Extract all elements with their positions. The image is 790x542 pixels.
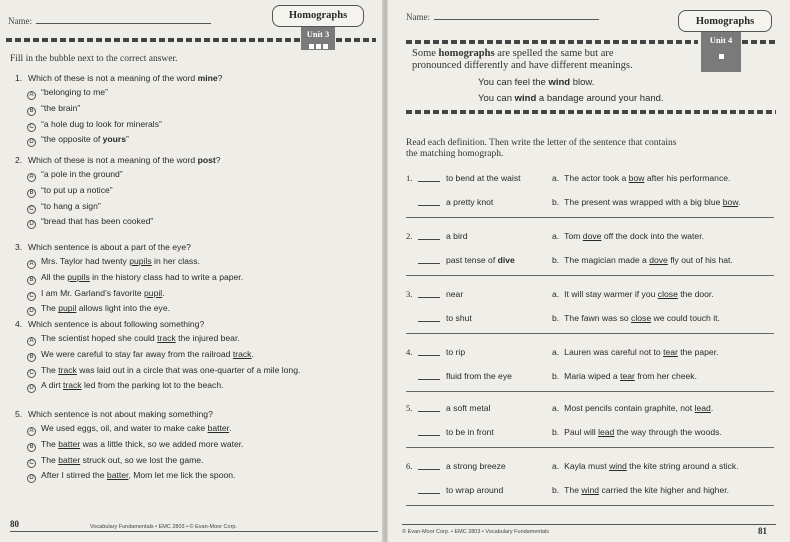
target-word: mine (197, 73, 218, 83)
underlined-word: dove (649, 255, 668, 265)
underlined-word: track (62, 380, 82, 391)
bold-word: yours (102, 134, 127, 145)
unit-title-tab (272, 5, 364, 27)
answer-blank[interactable] (418, 231, 440, 240)
answer-blank[interactable] (418, 173, 440, 182)
underlined-word: bow (722, 197, 739, 207)
dashed-rule (6, 38, 300, 42)
definition: to rip (446, 347, 466, 357)
option-text: We were careful to stay far away from the railroad (41, 348, 233, 359)
name-label: Name: (8, 16, 32, 26)
option-text: The (41, 303, 59, 314)
question-text: Which sentence is not about making something? (28, 409, 213, 419)
definition: to be in front (446, 427, 494, 437)
choice-letter: b. (552, 371, 560, 381)
left-page (0, 0, 384, 542)
answer-bubble[interactable]: A (27, 427, 36, 436)
option-text: The scientist hoped she could (41, 333, 158, 343)
underlined-word: track (157, 333, 176, 343)
choice-letter: a. (552, 403, 560, 413)
footer-rule (402, 524, 776, 525)
choice-letter: a. (552, 347, 560, 357)
example-sentence-choice: a. Most pencils contain graphite, not lead. (552, 403, 714, 413)
choice-letter: b. (552, 255, 560, 265)
instructions: the matching homograph. (406, 149, 504, 159)
answer-bubble[interactable]: A (27, 260, 36, 269)
option-text: “bread that has been cooked” (41, 216, 154, 227)
answer-option: B The batter was a little thick, so we added more water. (27, 439, 244, 452)
example-sentence-choice: b. The wind carried the kite higher and higher. (552, 485, 730, 495)
answer-option (27, 103, 80, 116)
answer-option: C The track was laid out in a circle that was one-quarter of a mile long. (27, 365, 300, 378)
row-divider (406, 217, 774, 218)
choice-letter: a. (552, 461, 560, 471)
answer-bubble[interactable]: C (27, 459, 36, 468)
item-number: 3. (406, 289, 413, 299)
option-text: A dirt (41, 380, 63, 391)
underlined-word: track (232, 348, 252, 359)
underlined-word: tear (663, 347, 678, 357)
question-number: 3. (15, 242, 23, 252)
option-text: The (41, 438, 59, 449)
example-sentence: You can feel the wind blow. (478, 77, 595, 88)
option-text: All the (41, 271, 68, 282)
definition: a pretty knot (446, 197, 494, 207)
page-number: 80 (10, 519, 19, 529)
answer-bubble[interactable]: A (27, 337, 36, 346)
answer-bubble[interactable]: D (27, 307, 36, 316)
answer-option: C I am Mr. Garland’s favorite pupil. (27, 288, 165, 301)
unit-label: Unit 4 (709, 35, 733, 45)
option-text: “the brain” (41, 102, 81, 113)
definition: fluid from the eye (446, 371, 512, 381)
underlined-word: batter (58, 454, 81, 465)
item-number: 4. (406, 347, 413, 357)
choice-letter: b. (552, 197, 560, 207)
answer-option: B We were careful to stay far away from the railroad track. (27, 349, 254, 362)
footer-credit: © Evan-Moor Corp. • EMC 2803 • Vocabulary Fundamentals (402, 529, 549, 535)
definition: a strong breeze (446, 461, 506, 471)
definition: to wrap around (446, 485, 504, 495)
option-text: After I stirred the (41, 470, 107, 481)
option-text: I am Mr. Garland’s favorite (41, 287, 145, 298)
example-sentence-choice: b. The present was wrapped with a big blue bow. (552, 197, 741, 207)
choice-letter: b. (552, 485, 560, 495)
underlined-word: dove (582, 231, 602, 241)
answer-bubble[interactable]: D (27, 384, 36, 393)
answer-bubble[interactable]: B (27, 107, 36, 116)
example-sentence-choice: b. Paul will lead the way through the woods. (552, 427, 722, 437)
underlined-word: pupil (144, 287, 163, 298)
unit-badge (301, 27, 335, 50)
option-text: Mrs. Taylor had twenty (41, 256, 130, 266)
underlined-word: tear (620, 371, 635, 381)
answer-blank[interactable] (418, 427, 440, 436)
dashed-rule (406, 110, 776, 114)
answer-blank[interactable] (418, 371, 440, 380)
dashed-rule (406, 40, 698, 44)
answer-bubble[interactable]: C (27, 292, 36, 301)
answer-option: D A dirt track led from the parking lot to the beach. (27, 380, 224, 393)
option-text: “the opposite of (41, 134, 103, 145)
example-sentence-choice: a. Tom dove off the dock into the water. (552, 231, 704, 241)
answer-bubble[interactable]: B (27, 353, 36, 362)
underlined-word: wind (609, 461, 627, 471)
definition: to bend at the waist (446, 173, 521, 183)
choice-letter: a. (552, 231, 560, 241)
answer-option (27, 185, 113, 198)
underlined-word: lead (598, 427, 615, 437)
answer-bubble[interactable]: C (27, 205, 36, 214)
answer-option: D After I stirred the batter, Mom let me lick the spoon. (27, 470, 235, 483)
keyword: homographs (438, 48, 495, 59)
answer-bubble[interactable]: B (27, 276, 36, 285)
definition: a soft metal (446, 403, 491, 413)
answer-blank[interactable] (418, 197, 440, 206)
row-divider (406, 447, 774, 448)
example-sentence-choice: a. Lauren was careful not to tear the paper. (552, 347, 719, 357)
instructions: Read each definition. Then write the letter of the sentence that contains (406, 138, 677, 148)
question-5 (15, 409, 213, 419)
answer-option: B All the pupils in the history class had to write a paper. (27, 272, 243, 285)
item-number: 1. (406, 173, 413, 183)
definition: a bird (446, 231, 468, 241)
example-sentence-choice: b. The magician made a dove fly out of his hat. (552, 255, 733, 265)
question-text: Which sentence is about following something? (28, 319, 205, 329)
answer-bubble[interactable]: B (27, 443, 36, 452)
definition: past tense of dive (446, 255, 515, 265)
example-sentence-choice: a. It will stay warmer if you close the door. (552, 289, 714, 299)
answer-option (27, 119, 162, 132)
option-text: The (41, 364, 59, 375)
answer-option: A The scientist hoped she could track the injured bear. (27, 333, 240, 346)
answer-option: C The batter struck out, so we lost the game. (27, 455, 203, 468)
underlined-word: pupil (58, 303, 77, 314)
row-divider (406, 275, 774, 276)
underlined-word: wind (581, 485, 600, 495)
question-number: 5. (15, 409, 23, 419)
example-sentence-choice: a. Kayla must wind the kite string around a stick. (552, 461, 739, 471)
name-line (8, 16, 211, 26)
option-text: “a pole in the ground” (41, 169, 123, 179)
answer-option (27, 169, 123, 182)
underlined-word: batter (58, 438, 81, 449)
answer-option (27, 87, 108, 100)
question-number: 4. (15, 319, 23, 329)
underlined-word: pupils (129, 256, 152, 266)
answer-bubble[interactable]: C (27, 369, 36, 378)
question-text: Which sentence is about a part of the eye? (28, 242, 191, 252)
footer-rule (10, 531, 378, 532)
answer-bubble[interactable]: D (27, 138, 36, 147)
underlined-word: batter (207, 423, 230, 433)
answer-blank[interactable] (418, 313, 440, 322)
row-divider (406, 333, 774, 334)
name-line (406, 12, 599, 22)
answer-option: D The pupil allows light into the eye. (27, 303, 170, 316)
option-text: We used eggs, oil, and water to make cake (41, 423, 208, 433)
definition: to shut (446, 313, 472, 323)
dashed-rule (336, 38, 376, 42)
row-divider (406, 391, 774, 392)
underlined-word: pupils (67, 271, 90, 282)
option-text: “to put up a notice” (41, 184, 113, 195)
underlined-word: close (631, 313, 652, 323)
underlined-word: lead (694, 403, 711, 413)
bold-word: dive (497, 255, 515, 265)
example-sentence: You can wind a bandage around your hand. (478, 93, 664, 104)
option-text: The (41, 454, 59, 465)
underlined-word: bow (628, 173, 645, 183)
answer-bubble[interactable]: A (27, 91, 36, 100)
answer-bubble[interactable]: D (27, 220, 36, 229)
item-number: 2. (406, 231, 413, 241)
example-sentence-choice: a. The actor took a bow after his performance. (552, 173, 731, 183)
example-sentence-choice: b. Maria wiped a tear from her cheek. (552, 371, 697, 381)
question-2: 2. Which of these is not a meaning of the word post? (15, 155, 221, 165)
answer-option: A We used eggs, oil, and water to make cake batter. (27, 423, 231, 436)
page-number: 81 (758, 526, 767, 536)
choice-letter: b. (552, 427, 560, 437)
answer-option: A Mrs. Taylor had twenty pupils in her class. (27, 256, 200, 269)
question-4 (15, 319, 204, 329)
answer-blank[interactable] (418, 289, 440, 298)
answer-blank[interactable] (418, 403, 440, 412)
row-divider (406, 505, 774, 506)
underlined-word: track (58, 364, 77, 375)
question-number: 2. (15, 155, 23, 165)
intro-text: Some homographs are spelled the same but are (412, 48, 614, 59)
option-text: “belonging to me” (41, 87, 108, 97)
unit-badge (701, 32, 741, 72)
question-1: 1. Which of these is not a meaning of the word mine? (15, 73, 223, 83)
dashed-rule (742, 40, 776, 44)
page-title: Homographs (288, 10, 348, 21)
example-sentence-choice: b. The fawn was so close we could touch it. (552, 313, 720, 323)
intro-text: pronounced differently and have different meanings. (412, 60, 633, 71)
answer-blank[interactable] (418, 255, 440, 264)
answer-blank[interactable] (418, 461, 440, 470)
item-number: 5. (406, 403, 413, 413)
question-text: Which of these is not a meaning of the word (28, 155, 198, 165)
answer-bubble[interactable]: B (27, 189, 36, 198)
unit-title-tab (678, 10, 772, 32)
answer-bubble[interactable]: C (27, 123, 36, 132)
item-number: 6. (406, 461, 413, 471)
question-text: Which of these is not a meaning of the word (28, 73, 198, 83)
page-title: Homographs (695, 16, 755, 27)
underlined-word: close (657, 289, 678, 299)
answer-option (27, 216, 153, 229)
underlined-word: batter (106, 470, 129, 481)
instructions: Fill in the bubble next to the correct answer. (10, 54, 178, 64)
question-3 (15, 242, 191, 252)
unit-label: Unit 3 (306, 29, 330, 39)
name-label: Name: (406, 12, 430, 22)
question-number: 1. (15, 73, 23, 83)
answer-blank[interactable] (418, 485, 440, 494)
option-text: “a hole dug to look for minerals” (41, 118, 162, 129)
choice-letter: b. (552, 313, 560, 323)
option-text: “to hang a sign” (41, 200, 101, 211)
answer-bubble[interactable]: D (27, 474, 36, 483)
answer-blank[interactable] (418, 347, 440, 356)
target-word: post (197, 155, 216, 165)
answer-option: D “the opposite of yours” (27, 134, 129, 147)
choice-letter: a. (552, 289, 560, 299)
answer-option (27, 201, 101, 214)
answer-bubble[interactable]: A (27, 173, 36, 182)
right-page (388, 0, 790, 542)
footer-credit: Vocabulary Fundamentals • EMC 2803 • © Evan-Moor Corp. (90, 524, 237, 530)
choice-letter: a. (552, 173, 560, 183)
definition: near (446, 289, 464, 299)
